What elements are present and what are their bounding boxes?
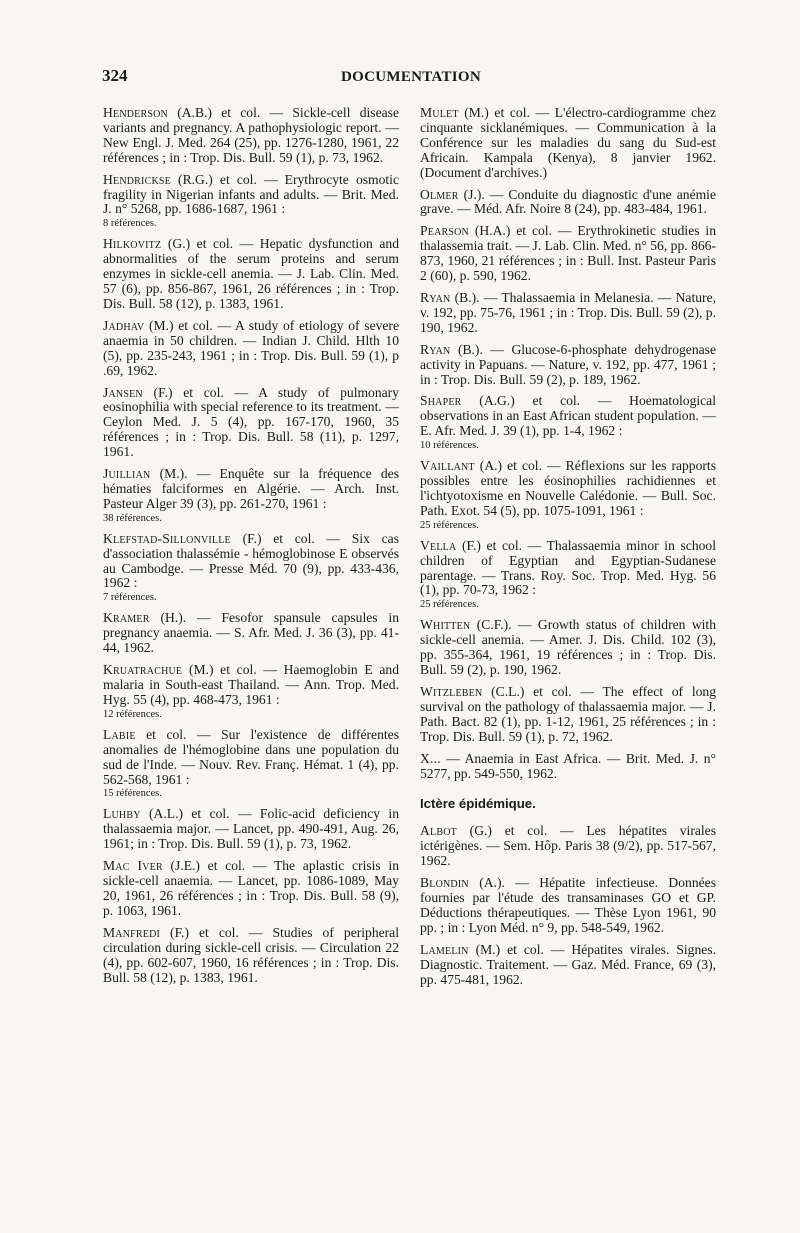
entry-text: [420, 876, 716, 936]
entry-citation: (H.). — Fesofor spansule capsules in pregnancy anaemia. — S. Afr. Med. J. 36 (3), pp. 41-44, 1962.: [103, 610, 399, 656]
entry-author: Luhby: [103, 806, 141, 822]
entry-citation: (A.B.) et col. — Sickle-cell disease variants and pregnancy. A pathophysiologic report. — New Engl. J. Med. 264 (25), pp. 1276-1280, 1961, 22 références ; in : Trop. Dis. Bull. 59 (1), p. 73, 1962.: [103, 105, 399, 165]
entry-author: Kramer: [103, 610, 150, 626]
bibliography-entry: [103, 467, 399, 525]
entry-text: [103, 611, 399, 656]
bibliography-entry: [103, 106, 399, 166]
entry-text: [103, 728, 399, 788]
left-entry-list: [103, 106, 399, 985]
bibliography-entry: [420, 618, 716, 678]
entry-text: [420, 943, 716, 988]
bibliography-entry: [420, 394, 716, 452]
entry-text: [420, 224, 716, 284]
bibliography-entry: [103, 807, 399, 852]
bibliography-entry: [103, 386, 399, 461]
bibliography-entry: [420, 539, 716, 612]
entry-author: Jansen: [103, 384, 143, 400]
bibliography-entry: [420, 876, 716, 936]
entry-reference-count: 38 références.: [103, 512, 162, 524]
entry-author: Ryan: [420, 289, 451, 305]
entry-author: Ryan: [420, 341, 451, 357]
entry-text: [103, 663, 399, 708]
bibliography-entry: [420, 459, 716, 532]
entry-author: Labie: [103, 726, 136, 742]
entry-author: Vaillant: [420, 458, 475, 474]
entry-reference-count: 8 références.: [103, 218, 157, 230]
right-column: [420, 106, 716, 994]
bibliography-entry: [420, 943, 716, 988]
entry-text: [420, 188, 716, 218]
entry-text: [420, 394, 716, 439]
entry-text: [420, 539, 716, 599]
entry-citation: (F.) et col. — Studies of peripheral circulation during sickle-cell crisis. — Circulation 22 (4), pp. 602-607, 1960, 16 références ; in : Trop. Dis. Bull. 58 (12), p. 1383, 1961.: [103, 924, 399, 985]
entry-citation: (F.) et col. — A study of pulmonary eosinophilia with special reference to its treatment. — Ceylon Med. J. 5 (4), pp. 167-170, 1960, 35 références ; in : Trop. Dis. Bull. 58 (11), p. 1297, 1961.: [103, 384, 399, 460]
entry-text: [420, 685, 716, 745]
entry-text: [420, 106, 716, 181]
entry-citation: (M.) et col. — Hépatites virales. Signes. Diagnostic. Traitement. — Gaz. Méd. France, 69 (3), pp. 475-481, 1962.: [420, 941, 716, 987]
entry-citation: (M.) et col. — L'électro-cardiogramme chez cinquante sicklanémiques. — Communication à la Conférence sur les maladies du sang du Sud-est Africain. Kampala (Kenya), 8 janvier 1962. (Document d'archives.): [420, 105, 716, 180]
entry-reference-count: 25 références.: [420, 519, 479, 531]
bibliography-entry: [103, 728, 399, 801]
entry-author: Hilkovitz: [103, 236, 162, 252]
entry-author: Shaper: [420, 393, 462, 409]
entry-text: [420, 752, 716, 782]
entry-text: [103, 926, 399, 986]
entry-text: [103, 859, 399, 919]
bibliography-entry: [420, 343, 716, 388]
entry-reference-count: 25 références.: [420, 599, 479, 611]
entry-citation: (A.). — Hépatite infectieuse. Données fournies par l'étude des transaminases GO et GP. Déductions thérapeutiques. — Thèse Lyon 1961, 90 pp. ; in : Lyon Méd. n° 9, pp. 548-549, 1962.: [420, 875, 716, 935]
entry-author: Witzleben: [420, 684, 483, 699]
entry-text: [103, 173, 399, 218]
left-column: [103, 106, 399, 992]
bibliography-entry: [103, 663, 399, 721]
section-entry-list: [420, 824, 716, 987]
entry-citation: (F.) et col. — Thalassaemia minor in school children of Egyptian and Egyptian-Sudanese parentage. — Trans. Roy. Soc. Trop. Med. Hyg. 56 (1), pp. 70-73, 1962 :: [420, 537, 716, 598]
entry-citation: — Anaemia in East Africa. — Brit. Med. J. n° 5277, pp. 549-550, 1962.: [420, 750, 716, 781]
entry-author: Whitten: [420, 617, 471, 633]
entry-citation: (M.). — Enquête sur la fréquence des hématies falciformes en Algérie. — Arch. Inst. Pasteur Alger 39 (3), pp. 261-270, 1961 :: [103, 466, 399, 511]
entry-text: [103, 807, 399, 852]
entry-text: [420, 824, 716, 869]
bibliography-entry: [103, 859, 399, 919]
bibliography-entry: [420, 106, 716, 181]
entry-citation: (M.) et col. — Haemoglobin E and malaria in South-east Thailand. — Ann. Trop. Med. Hyg. 55 (4), pp. 468-473, 1961 :: [103, 662, 399, 707]
entry-citation: (A.L.) et col. — Folic-acid deficiency in thalassaemia major. — Lancet, pp. 490-491, Aug. 26, 1961; in : Trop. Dis. Bull. 59 (1), p. 73, 1962.: [103, 806, 399, 852]
running-title: DOCUMENTATION: [341, 69, 482, 85]
entry-author: Mac Iver: [103, 858, 163, 874]
entry-author: Lamelin: [420, 941, 469, 957]
page-number: 324: [102, 66, 128, 85]
entry-citation: (G.) et col. — Les hépatites virales ictérigènes. — Sem. Hôp. Paris 38 (9/2), pp. 517-567, 1962.: [420, 823, 716, 869]
entry-text: [103, 386, 399, 461]
entry-author: Vella: [420, 537, 457, 553]
entry-author: Albot: [420, 823, 457, 839]
bibliography-entry: [420, 224, 716, 284]
entry-citation: (R.G.) et col. — Erythrocyte osmotic fragility in Nigerian infants and adults. — Brit. Med. J. n° 5268, pp. 1686-1687, 1961 :: [103, 171, 399, 217]
bibliography-entry: [420, 685, 716, 745]
entry-author: Mulet: [420, 105, 459, 120]
bibliography-entry: [103, 319, 399, 379]
entry-text: [103, 237, 399, 312]
entry-citation: (B.). — Glucose-6-phosphate dehydrogenase activity in Papuans. — Nature, v. 192, pp. 477, 1961 ; in : Trop. Dis. Bull. 59 (2), p. 189, 1962.: [420, 341, 716, 387]
entry-text: [103, 106, 399, 166]
entry-citation: (B.). — Thalassaemia in Melanesia. — Nature, v. 192, pp. 75-76, 1961 ; in : Trop. Dis. Bull. 59 (2), p. 190, 1962.: [420, 289, 716, 335]
entry-author: Henderson: [103, 105, 168, 120]
entry-author: Hendrickse: [103, 171, 171, 187]
entry-text: [103, 467, 399, 512]
entry-reference-count: 12 références.: [103, 708, 162, 720]
bibliography-entry: [103, 611, 399, 656]
entry-text: [420, 343, 716, 388]
bibliography-entry: [420, 188, 716, 218]
entry-citation: (J.). — Conduite du diagnostic d'une anémie grave. — Méd. Afr. Noire 8 (24), pp. 483-484, 1961.: [420, 186, 716, 217]
entry-author: Kruatrachue: [103, 662, 183, 678]
entry-reference-count: 7 références.: [103, 592, 157, 604]
right-entry-list: [420, 106, 716, 781]
entry-text: [420, 291, 716, 336]
entry-text: [420, 618, 716, 678]
entry-citation: (H.A.) et col. — Erythrokinetic studies in thalassemia trait. — J. Lab. Clin. Med. n° 56, pp. 866-873, 1960, 21 références ; in : Bull. Inst. Pasteur Paris 2 (60), p. 590, 1962.: [420, 223, 716, 284]
bibliography-entry: [420, 752, 716, 782]
section-heading: Ictère épidémique.: [420, 796, 536, 812]
bibliography-entry: [420, 824, 716, 869]
entry-text: [420, 459, 716, 519]
entry-citation: (A.G.) et col. — Hoematological observations in an East African student population. — E. Afr. Med. J. 39 (1), pp. 1-4, 1962 :: [420, 393, 716, 439]
entry-text: [103, 319, 399, 379]
bibliography-entry: [103, 926, 399, 986]
entry-author: X...: [420, 750, 441, 766]
entry-citation: (J.E.) et col. — The aplastic crisis in sickle-cell anaemia. — Lancet, pp. 1086-1089, May 20, 1961, 26 références ; in : Trop. Dis. Bull. 58 (9), p. 1063, 1961.: [103, 858, 399, 918]
entry-citation: (F.) et col. — Six cas d'association thalassémie - hémoglobinose E observés au Cambodge. — Presse Méd. 70 (9), pp. 433-436, 1962 :: [103, 530, 399, 591]
entry-citation: (C.F.). — Growth status of children with sickle-cell anemia. — Amer. J. Dis. Child. 102 (3), pp. 355-364, 1961, 19 références ; in : Trop. Dis. Bull. 59 (2), p. 190, 1962.: [420, 617, 716, 678]
entry-reference-count: 15 références.: [103, 788, 162, 800]
entry-citation: (C.L.) et col. — The effect of long survival on the pathology of thalassaemia major. — J. Path. Bact. 82 (1), pp. 1-12, 1961, 25 références ; in : Trop. Dis. Bull. 59 (1), p. 72, 1962.: [420, 684, 716, 744]
entry-author: Olmer: [420, 186, 459, 202]
entry-citation: (G.) et col. — Hepatic dysfunction and abnormalities of the serum proteins and serum enzymes in sickle-cell anemia. — J. Lab. Clin. Med. 57 (6), pp. 856-867, 1961, 26 références ; in : Trop. Dis. Bull. 58 (12), p. 1383, 1961.: [103, 236, 399, 311]
bibliography-entry: [103, 237, 399, 312]
bibliography-entry: [103, 532, 399, 605]
entry-reference-count: 10 références.: [420, 440, 479, 452]
bibliography-entry: [420, 291, 716, 336]
entry-author: Blondin: [420, 875, 469, 891]
entry-author: Juillian: [103, 466, 151, 482]
entry-citation: (A.) et col. — Réflexions sur les rapports possibles entre les éosinophilies rachidiennes et l'ichtyotoxisme en Nouvelle Calédonie. — Bull. Soc. Path. Exot. 54 (5), pp. 1075-1091, 1961 :: [420, 458, 716, 518]
entry-citation: et col. — Sur l'existence de différentes anomalies de l'hémoglobine dans une population du sud de l'Inde. — Nouv. Rev. Franç. Hémat. 1 (4), pp. 562-568, 1961 :: [103, 726, 399, 787]
entry-citation: (M.) et col. — A study of etiology of severe anaemia in 50 children. — Indian J. Child. Hlth 10 (5), pp. 235-243, 1961 ; in : Trop. Dis. Bull. 59 (1), p .69, 1962.: [103, 317, 399, 378]
bibliography-entry: [103, 173, 399, 231]
entry-text: [103, 532, 399, 592]
entry-author: Pearson: [420, 223, 469, 239]
entry-author: Jadhav: [103, 317, 145, 333]
entry-author: Manfredi: [103, 924, 161, 940]
entry-author: Klefstad-Sillonville: [103, 530, 231, 546]
